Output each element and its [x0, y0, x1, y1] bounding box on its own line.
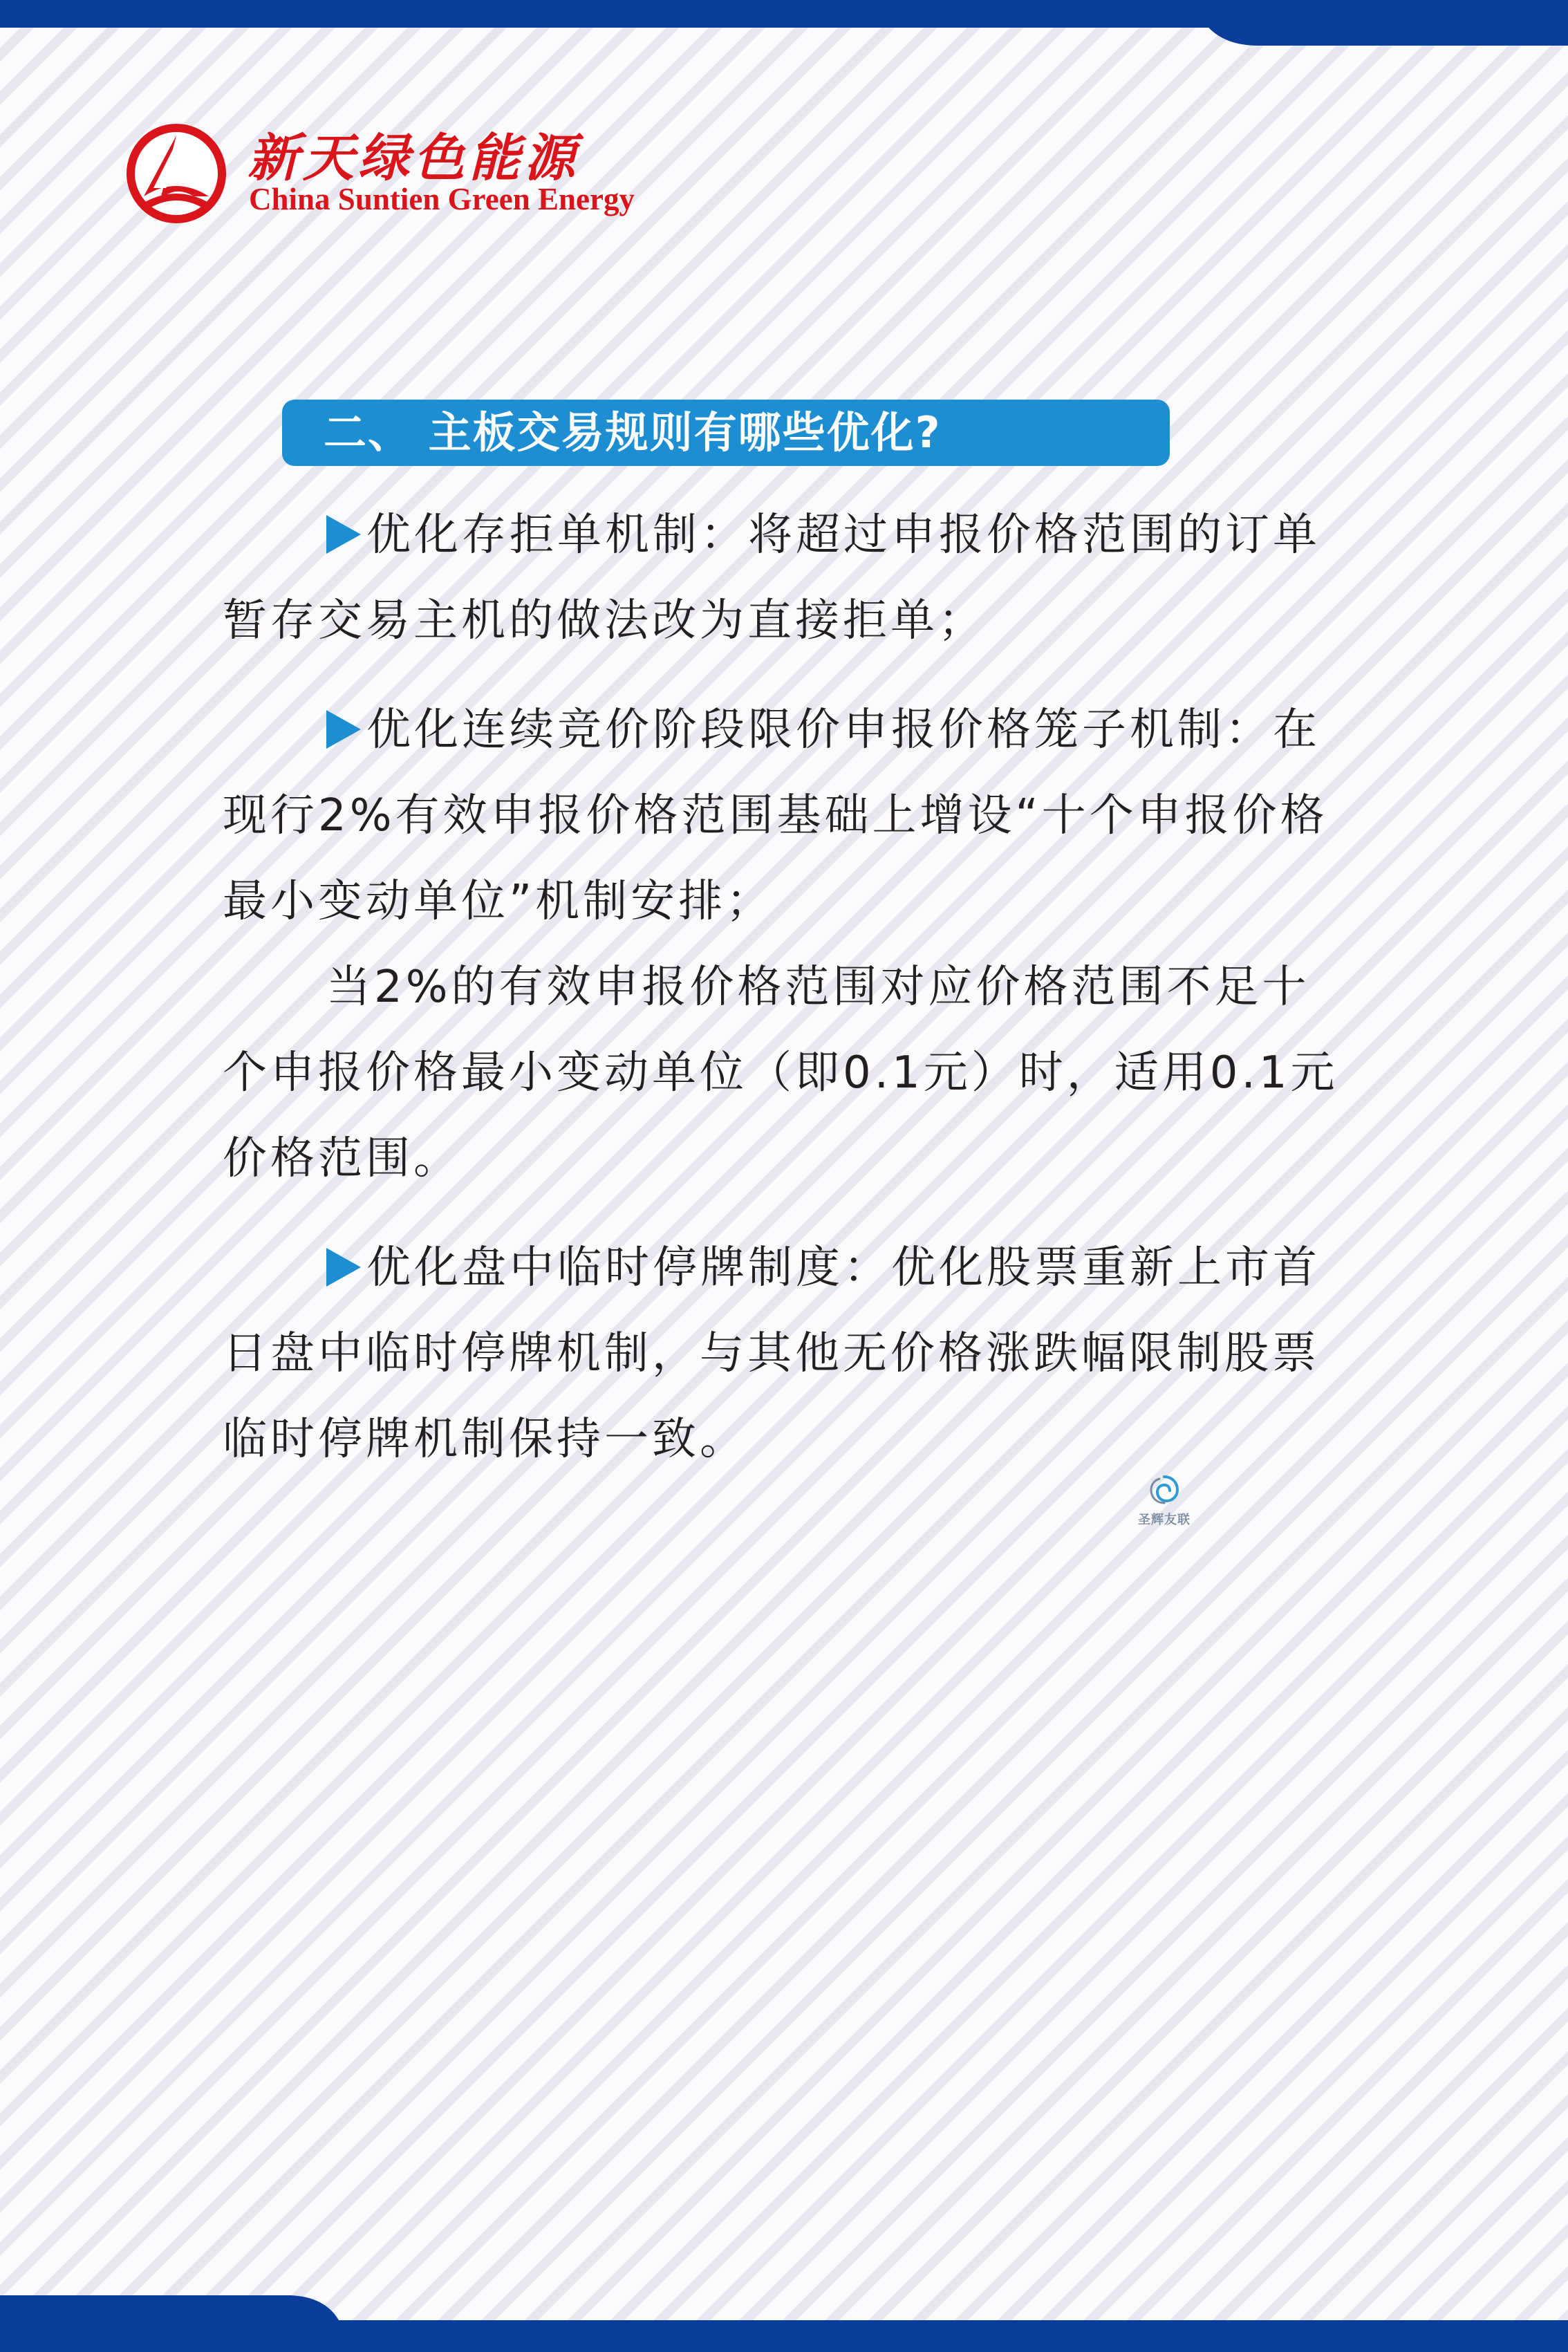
paragraph-4 — [223, 1225, 1356, 1482]
watermark-text: 圣辉友联 — [1138, 1513, 1191, 1527]
paragraph-3 — [223, 944, 1356, 1202]
swirl-logo-icon — [1147, 1473, 1182, 1507]
bottom-blue-band — [0, 2295, 1568, 2352]
triangle-bullet-icon — [326, 710, 361, 749]
watermark — [1123, 1473, 1206, 1542]
paragraph-text: 优化连续竞价阶段限价申报价格笼子机制：在现行2%有效申报价格范围基础上增设“十个申报价格最小变动单位”机制安排； — [223, 704, 1328, 927]
triangle-bullet-icon — [326, 515, 361, 554]
body-text — [223, 492, 1356, 1482]
triangle-bullet-icon — [326, 1248, 361, 1287]
paragraph-text: 优化盘中临时停牌制度：优化股票重新上市首日盘中临时停牌机制，与其他无价格涨跌幅限制股票临时停牌机制保持一致。 — [223, 1242, 1320, 1465]
company-name-en: China Suntien Green Energy — [249, 182, 635, 216]
top-blue-band — [0, 0, 1568, 46]
suntien-logo-icon — [124, 122, 228, 225]
company-name-cn: 新天绿色能源 — [248, 129, 579, 188]
section-title: 二、 主板交易规则有哪些优化? — [282, 400, 1170, 466]
company-logo — [124, 118, 691, 221]
paragraph-2 — [223, 687, 1356, 944]
paragraph-1 — [223, 492, 1356, 664]
paragraph-text: 当2%的有效申报价格范围对应价格范围不足十个申报价格最小变动单位（即0.1元）时，适用0.1元价格范围。 — [223, 962, 1338, 1184]
paragraph-text: 优化存拒单机制：将超过申报价格范围的订单暂存交易主机的做法改为直接拒单； — [223, 510, 1320, 646]
